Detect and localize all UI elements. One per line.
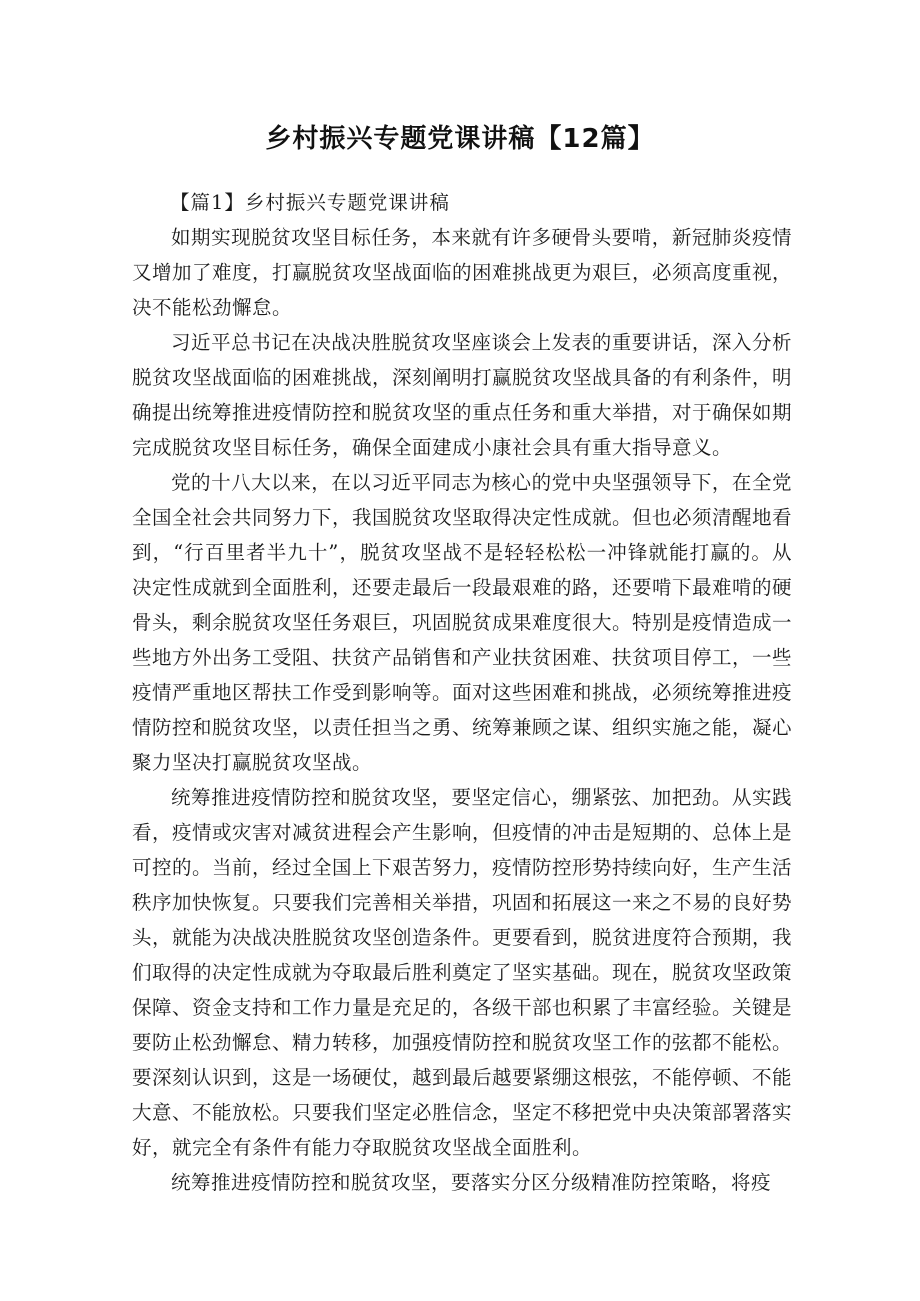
paragraph-5: 统筹推进疫情防控和脱贫攻坚，要落实分区分级精准防控策略，将疫 [171,1171,772,1194]
section-title: 【篇1】乡村振兴专题党课讲稿 [170,191,450,214]
document-title: 乡村振兴专题党课讲稿【12篇】 [265,124,655,154]
document-body [132,185,792,1200]
paragraph-3: 党的十八大以来，在以习近平同志为核心的党中央坚强领导下，在全党全国全社会共同努力下，我国脱贫攻坚取得决定性成就。但也必须清醒地看到，“行百里者半九十”，脱贫攻坚战不是轻轻松松一冲锋就能打赢的。从决定性成就到全面胜利，还要走最后一段最艰难的路，还要啃下最难啃的硬骨头，剩余脱贫攻坚任务艰巨，巩固脱贫成果难度很大。特别是疫情造成一些地方外出务工受阻、扶贫产品销售和产业扶贫困难、扶贫项目停工，一些疫情严重地区帮扶工作受到影响等。面对这些困难和挑战，必须统筹推进疫情防控和脱贫攻坚，以责任担当之勇、统筹兼顾之谋、组织实施之能，凝心聚力坚决打赢脱贫攻坚战。 [132,471,793,774]
paragraph-1: 如期实现脱贫攻坚目标任务，本来就有许多硬骨头要啃，新冠肺炎疫情又增加了难度，打赢脱贫攻坚战面临的困难挑战更为艰巨，必须高度重视，决不能松劲懈怠。 [132,226,793,319]
paragraph-4: 统筹推进疫情防控和脱贫攻坚，要坚定信心，绷紧弦、加把劲。从实践看，疫情或灾害对减贫进程会产生影响，但疫情的冲击是短期的、总体上是可控的。当前，经过全国上下艰苦努力，疫情防控形势持续向好，生产生活秩序加快恢复。只要我们完善相关举措，巩固和拓展这一来之不易的良好势头，就能为决战决胜脱贫攻坚创造条件。更要看到，脱贫进度符合预期，我们取得的决定性成就为夺取最后胜利奠定了坚实基础。现在，脱贫攻坚政策保障、资金支持和工作力量是充足的，各级干部也积累了丰富经验。关键是要防止松劲懈怠、精力转移，加强疫情防控和脱贫攻坚工作的弦都不能松。要深刻认识到，这是一场硬仗，越到最后越要紧绷这根弦，不能停顿、不能大意、不能放松。只要我们坚定必胜信念，坚定不移把党中央决策部署落实好，就完全有条件有能力夺取脱贫攻坚战全面胜利。 [132,786,793,1159]
paragraph-2: 习近平总书记在决战决胜脱贫攻坚座谈会上发表的重要讲话，深入分析脱贫攻坚战面临的困难挑战，深刻阐明打赢脱贫攻坚战具备的有利条件，明确提出统筹推进疫情防控和脱贫攻坚的重点任务和重大举措，对于确保如期完成脱贫攻坚目标任务，确保全面建成小康社会具有重大指导意义。 [132,331,793,459]
